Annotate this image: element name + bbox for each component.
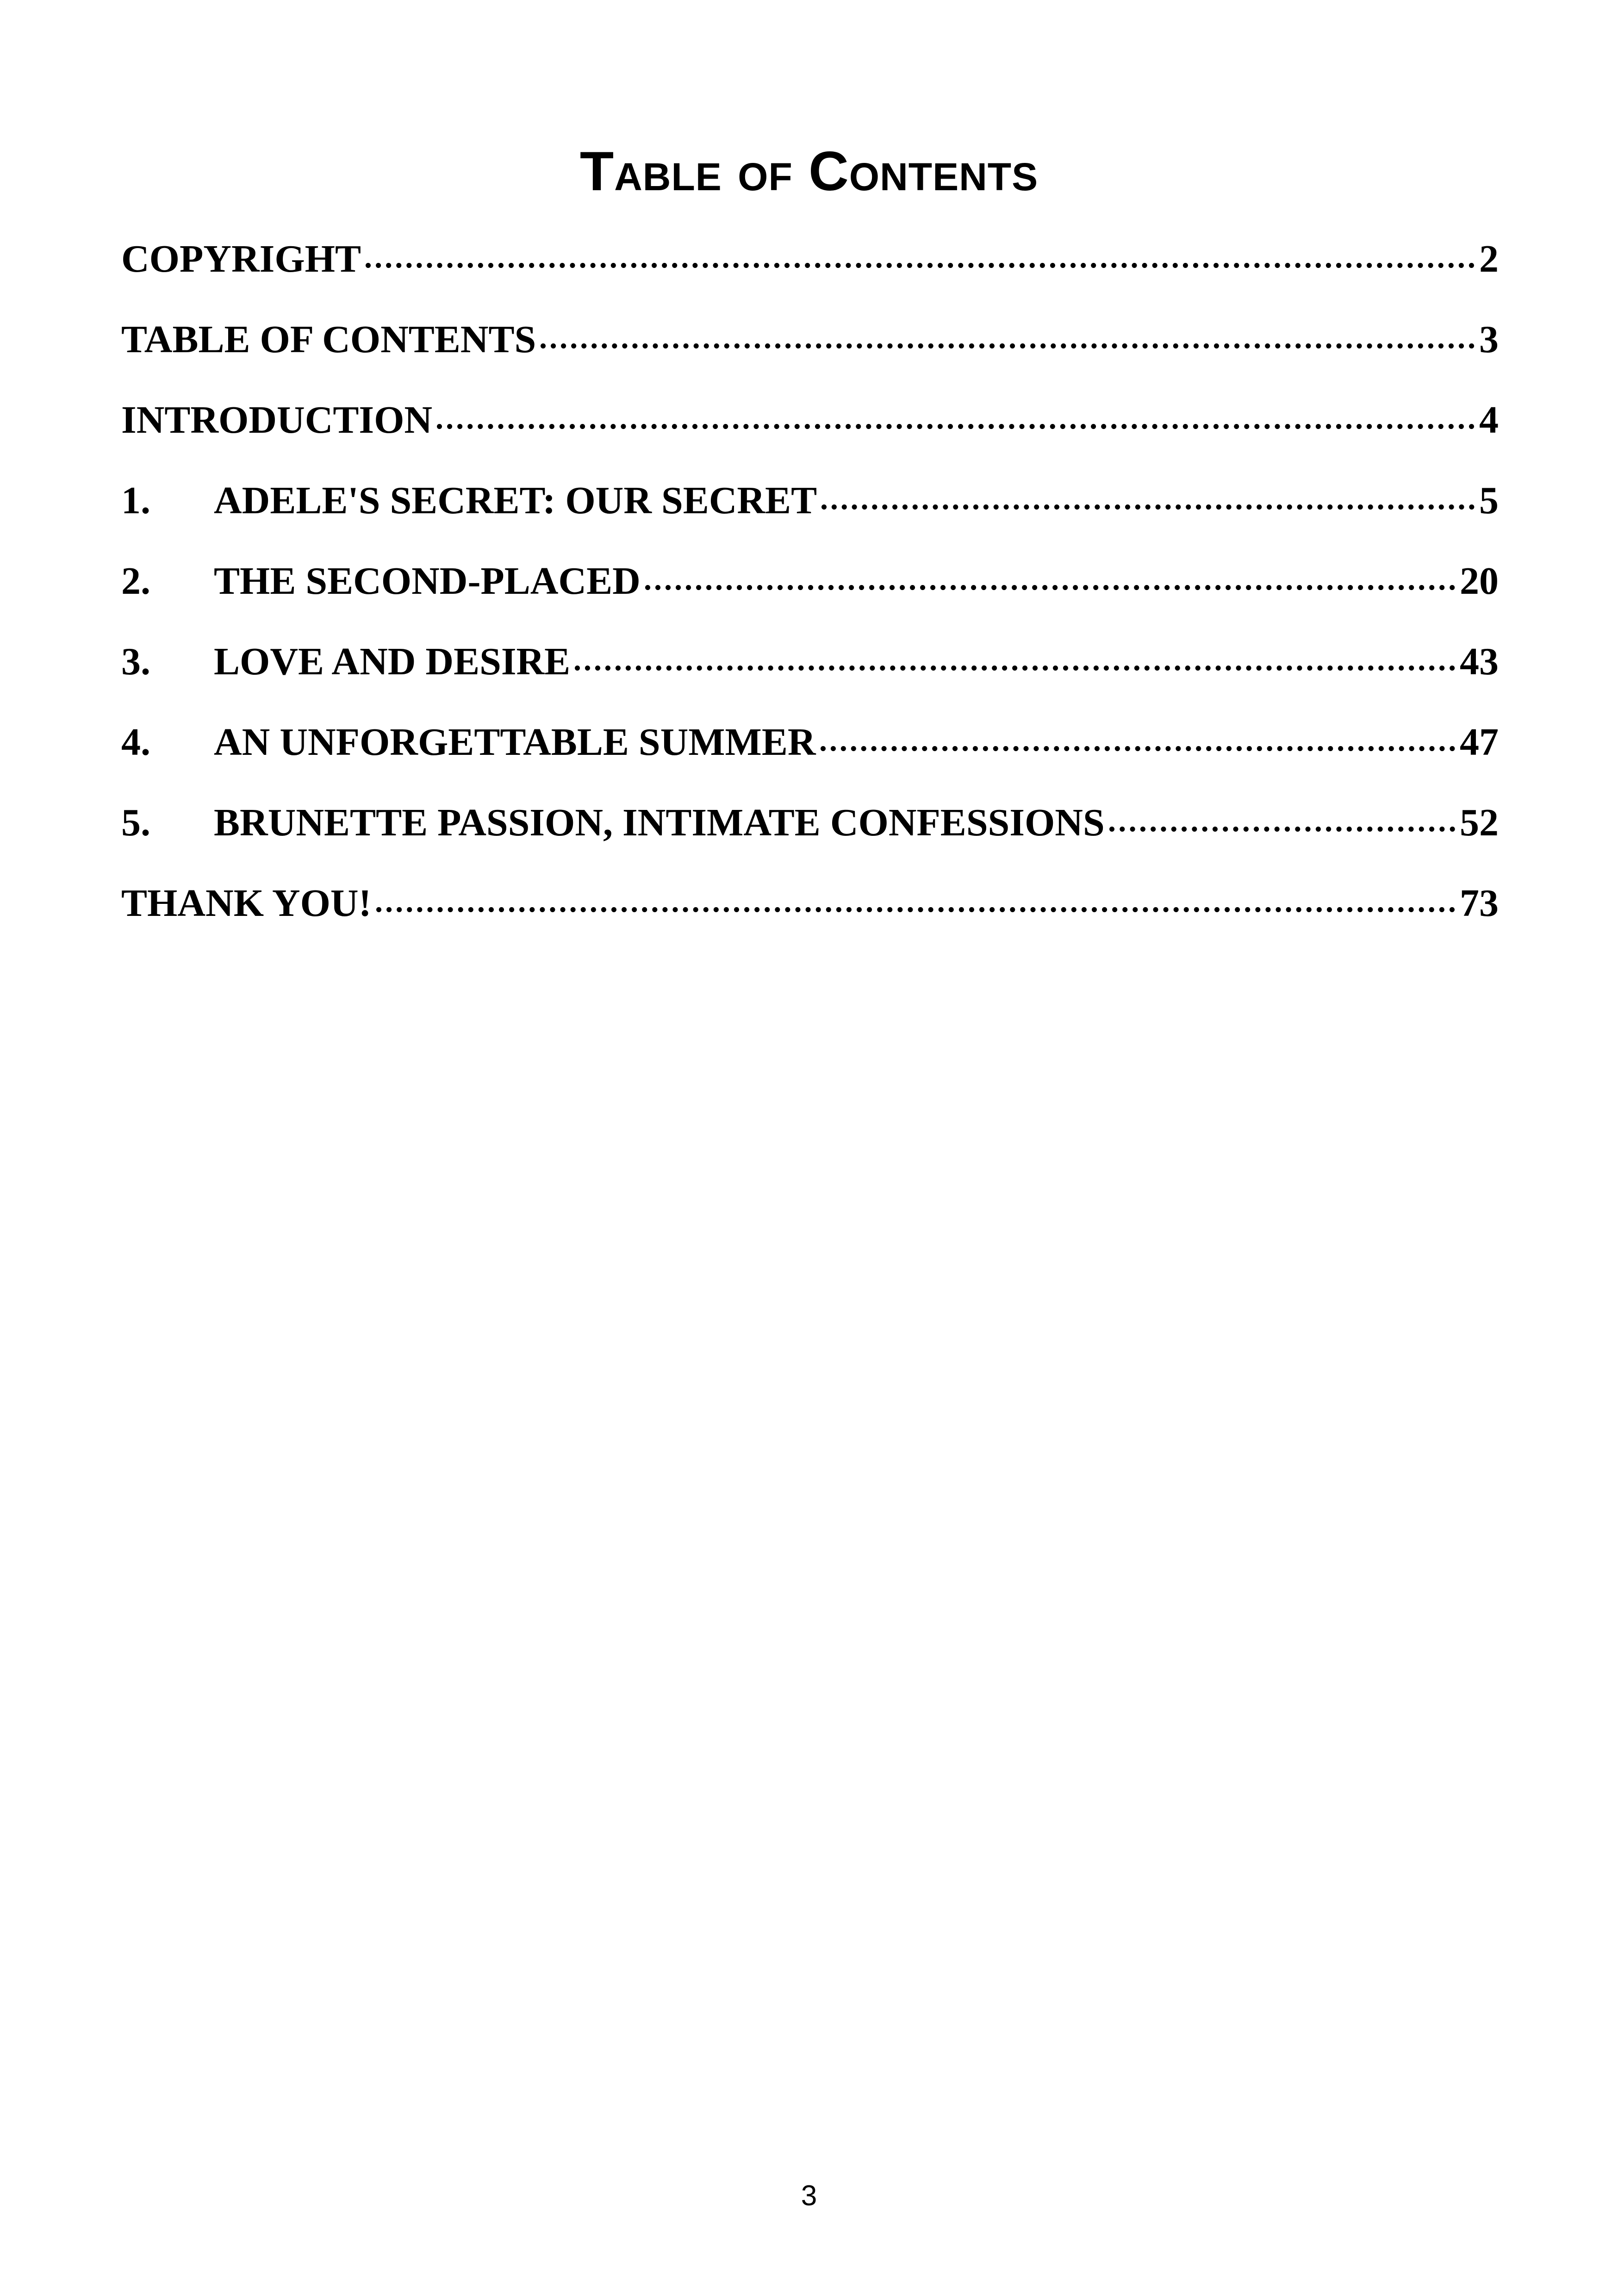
dot-leader [821, 504, 1475, 510]
toc-entry-introduction[interactable] [121, 388, 1499, 468]
toc-entry-label: LOVE AND DESIRE [214, 640, 571, 683]
page-title: Table of Contents [579, 140, 1039, 203]
dot-leader [366, 263, 1475, 268]
toc-entry-chapter-1[interactable] [121, 468, 1499, 549]
toc-entry-label: BRUNETTE PASSION, INTIMATE CONFESSIONS [214, 801, 1105, 844]
toc-entry-label: THANK YOU! [121, 882, 372, 925]
toc-entry-chapter-4[interactable] [121, 710, 1499, 790]
page-number: 3 [801, 2180, 817, 2212]
toc-entry-chapter-5[interactable] [121, 790, 1499, 871]
toc-entry-label: ADELE'S SECRET: OUR SECRET [214, 479, 817, 522]
toc-entry-number: 4. [121, 721, 150, 764]
dot-leader [575, 666, 1455, 671]
table-of-contents [121, 227, 1499, 952]
dot-leader [645, 585, 1455, 590]
toc-entry-page: 43 [1460, 640, 1499, 683]
dot-leader [821, 746, 1455, 751]
toc-entry-chapter-3[interactable] [121, 629, 1499, 710]
toc-entry-page: 20 [1460, 560, 1499, 603]
toc-entry-page: 47 [1460, 721, 1499, 764]
toc-entry-number: 3. [121, 640, 150, 683]
toc-entry-thank-you[interactable] [121, 871, 1499, 952]
toc-entry-page: 73 [1460, 882, 1499, 925]
toc-entry-number: 1. [121, 479, 150, 522]
toc-entry-label: INTRODUCTION [121, 398, 433, 442]
toc-entry-number: 2. [121, 560, 150, 603]
dot-leader [437, 424, 1475, 429]
dot-leader [1109, 827, 1455, 832]
toc-entry-label: COPYRIGHT [121, 237, 361, 280]
toc-entry-chapter-2[interactable] [121, 549, 1499, 629]
toc-entry-page: 2 [1479, 237, 1499, 280]
toc-entry-label: AN UNFORGETTABLE SUMMER [214, 721, 816, 764]
toc-entry-number: 5. [121, 801, 150, 844]
toc-entry-page: 5 [1479, 479, 1499, 522]
toc-entry-page: 3 [1479, 318, 1499, 361]
dot-leader [376, 907, 1455, 912]
toc-entry-table-of-contents[interactable] [121, 307, 1499, 388]
toc-entry-page: 52 [1460, 801, 1499, 844]
toc-entry-label: TABLE OF CONTENTS [121, 318, 536, 361]
toc-entry-label: THE SECOND-PLACED [214, 560, 641, 603]
toc-entry-page: 4 [1479, 398, 1499, 442]
toc-entry-copyright[interactable] [121, 227, 1499, 307]
dot-leader [541, 343, 1475, 348]
